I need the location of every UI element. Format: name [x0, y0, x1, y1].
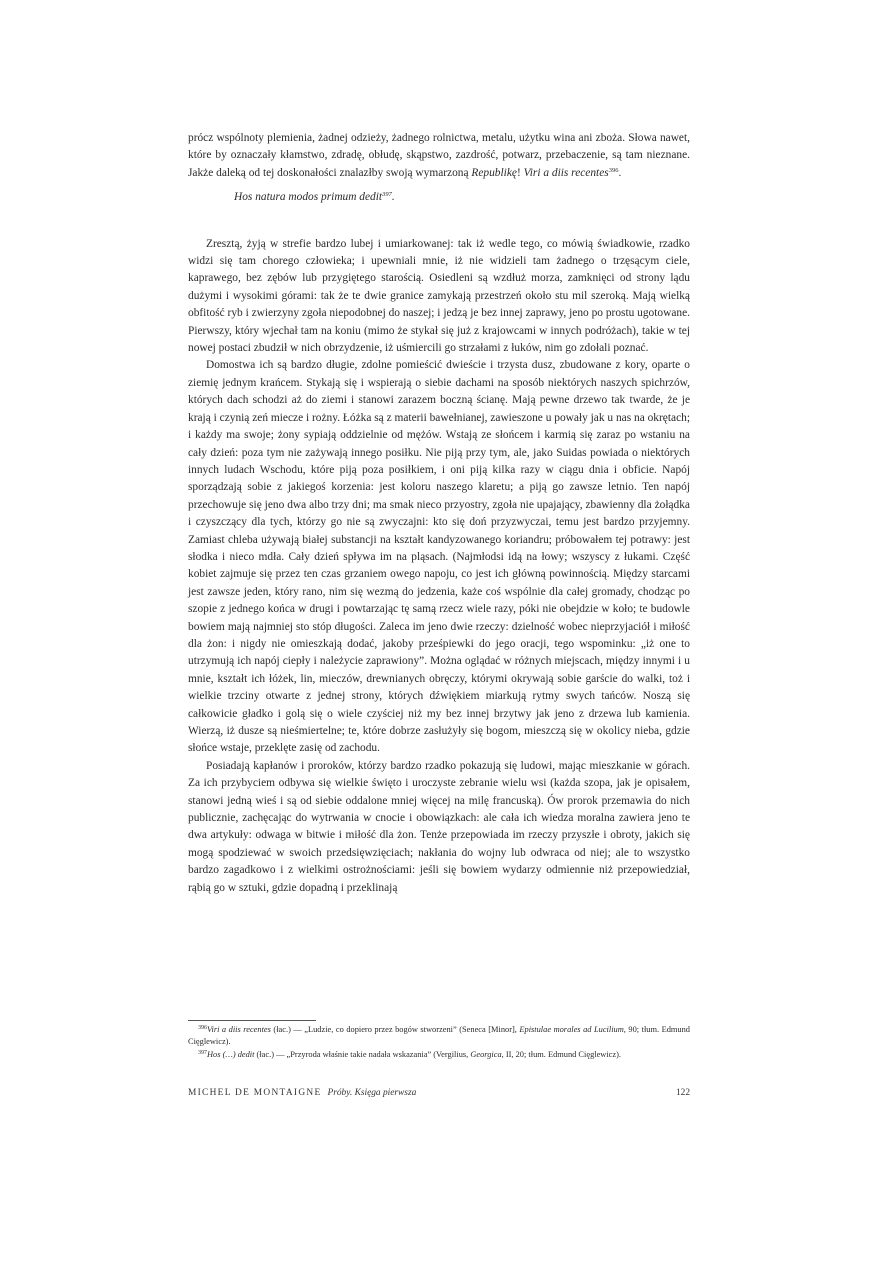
continued-paragraph — [188, 130, 690, 182]
footnote-text: (łac.) — „Ludzie, co dopiero przez bogów stworzeni” (Seneca [Minor], — [270, 1025, 520, 1034]
paragraph-dwellings: Domostwa ich są bardzo długie, zdolne pomieścić dwieście i trzysta dusz, zbudowane z kory, oparte o ziemię jednym krańcem. Stykają się i wspierają o siebie dachami na sposób niektórych naszych spichrzów, których dach schodzi aż do ziemi i stanowi zarazem boczną ścianę. Mają pewne drzewo tak twarde, że je krają i czynią zeń miecze i rożny. Łóżka są z materii bawełnianej, zawieszone u powały jak u nas na okrętach; i każdy ma swoje; żony sypiają oddzielnie od mężów. Wstają ze słońcem i karmią się zaraz po wstaniu na cały dzień: poza tym nie zażywają innego posiłku. Nie piją przy tym, ale, jako Suidas powiada o niektórych innych ludach Wschodu, które piją poza posiłkiem, i oni piją kilka razy w ciągu dnia i obficie. Napój sporządzają sobie z jakiegoś korzenia: jest koloru naszego klaretu; a piją go zawsze letnio. Ten napój przechowuje się jeno dwa albo trzy dni; ma smak nieco przyostry, zgoła nie upajający, zbawienny dla żołądka i czyszczący dla tych, którzy go nie są zwyczajni: kto się doń przyzwyczai, temu jest bardzo przyjemny. Zamiast chleba używają białej substancji na kształt kandyzowanego koriandru; próbowałem tej potrawy: jest słodka i nieco mdła. Cały dzień spływa im na pląsach. (Najmłodsi idą na łowy; wszyscy z łukami. Część kobiet zajmuje się przez ten czas grzaniem owego napoju, co jest ich główną powinnością. Między starcami jest zawsze jeden, który rano, nim się wezmą do jedzenia, każe coś wspólnie dla całej gromady, chodząc po szopie z jednego końca w drugi i powtarzając tę samą rzecz wiele razy, póki nie obejdzie w koło; te budowle bowiem mają najmniej sto stóp długości. Zaleca im jeno dwie rzeczy: dzielność wobec nieprzyjaciół i miłość dla żon: i nigdy nie omieszkają dodać, jakoby prześpiewki do jego oracji, tego wspominku: „iż one to utrzymują ich napój ciepły i należycie zaprawiony”. Można oglądać w różnych miejscach, między innymi i u mnie, kształt ich łóżek, lin, mieczów, drewnianych obręczy, którymi okrywają sobie garście do walki, toż i wielkie trzciny otwarte z jednej strony, których dźwiękiem miarkują rytmy swych tańców. Noszą się całkowicie gładko i golą się o wiele czyściej niż my bez innej brzytwy jak jeno z drzewa lub kamienia. Wierzą, iż dusze są nieśmiertelne; te, które dobrze zasłużyły się bogom, mieszczą się w okolicy nieba, gdzie słońce wstaje, przeklęte zasię od zachodu. — [188, 359, 690, 755]
italic-term-republic: Republikę — [471, 166, 517, 179]
footnote-text: (łac.) — „Przyroda właśnie takie nadała wskazania” (Vergilius, — [254, 1049, 471, 1059]
page-number: 122 — [675, 1088, 690, 1098]
footnote-397 — [188, 1049, 690, 1061]
footnote-text: , II, 20; tłum. Edmund Cięglewicz). — [501, 1049, 621, 1059]
footnote-work-title: Georgica — [470, 1049, 502, 1059]
paragraph-priests: Posiadają kapłanów i proroków, którzy bardzo rzadko pokazują się ludowi, mając mieszkanie w górach. Za ich przybyciem odbywa się wielkie święto i uroczyste zebranie wielu wsi (każda szopa, jak je opisałem, stanowi jedną wieś i są od siebie oddalone mniej więcej na milę francuską). Ów prorok przemawia do nich publicznie, zachęcając do wytrwania w cnocie i obowiązkach: ale cała ich wiedza moralna zawiera jeno te dwa artykuły: odwaga w bitwie i miłość dla żon. Tenże przepowiada im rzeczy przyszłe i obroty, jakich się mogą spodziewać w swoich przedsięwzięciach; nakłania do wojny lub odwraca od niej; ale to wszystko bardzo zagadkowo i z wielkimi ostrożnościami: jeśli się bowiem wydarzy odmiennie niż przepowiedział, rąbią go w sztuki, gdzie dopadną i przeklinają — [188, 759, 690, 894]
latin-quote: Viri a diis recentes — [523, 166, 609, 179]
footnote-reference-397[interactable]: 397 — [382, 191, 392, 199]
main-text — [188, 130, 690, 897]
footnote-text: , 90; tłum. Edmund Cięglewicz). — [188, 1025, 690, 1047]
footnote-source: Hos (…) dedit — [207, 1049, 255, 1059]
verse-text: Hos natura modos primum dedit — [234, 191, 383, 204]
footnotes — [188, 1024, 690, 1061]
footer-book-title: Próby. Księga pierwsza — [327, 1088, 417, 1098]
footnote-divider — [188, 1020, 316, 1021]
running-footer — [188, 1088, 416, 1098]
footnote-reference-396[interactable]: 396 — [608, 166, 619, 174]
footnote-396 — [188, 1024, 690, 1049]
paragraph-text: ! — [516, 166, 524, 179]
paragraph-climate: Zresztą, żyją w strefie bardzo lubej i umiarkowanej: tak iż wedle tego, co mówią świadkowie, rzadko widzi się tam chorego człowieka; i upewniali mnie, iż nie widzieli tam żadnego o trzęsącym ciele, kaprawego, bez zębów lub przygiętego starością. Osiedleni są wzdłuż morza, zamknięci od strony lądu dużymi i wysokimi górami: tak że te dwie granice zamykają przestrzeń około stu mil szeroką. Mają wielką obfitość ryb i zwierzyny zgoła niepodobnej do naszej; i jedzą je bez innej zaprawy, jeno po prostu ugotowane. Pierwszy, który wjechał tam na koniu (mimo że stykał się już z krajowcami w innych podróżach), takie w tej nowej postaci zbudził w nich obrzydzenie, iż uśmiercili go strzałami z łuków, nim go zdołali poznać. — [188, 237, 690, 355]
page-footer — [188, 1088, 690, 1098]
paragraph-text: prócz wspólnoty plemienia, żadnej odzieży, żadnego rolnictwa, metalu, użytku wina ani zboża. Słowa nawet, które by oznaczały kłamstwo, zdradę, obłudę, skąpstwo, zazdrość, potwarz, przebaczenie, są tam nieznane. Jakże daleką od tej doskonałości znalazłby swoją wymarzoną — [188, 132, 690, 179]
footnote-marker: 396 — [198, 1025, 207, 1031]
footer-author: MICHEL DE MONTAIGNE — [188, 1088, 322, 1098]
latin-verse-quote — [234, 189, 690, 206]
verse-end: . — [391, 191, 395, 204]
paragraph-text: . — [618, 166, 622, 179]
footnote-marker: 397 — [198, 1049, 207, 1056]
footnote-work-title: Epistulae morales ad Lucilium — [519, 1025, 624, 1034]
footnote-source: Viri a diis recentes — [207, 1025, 271, 1034]
